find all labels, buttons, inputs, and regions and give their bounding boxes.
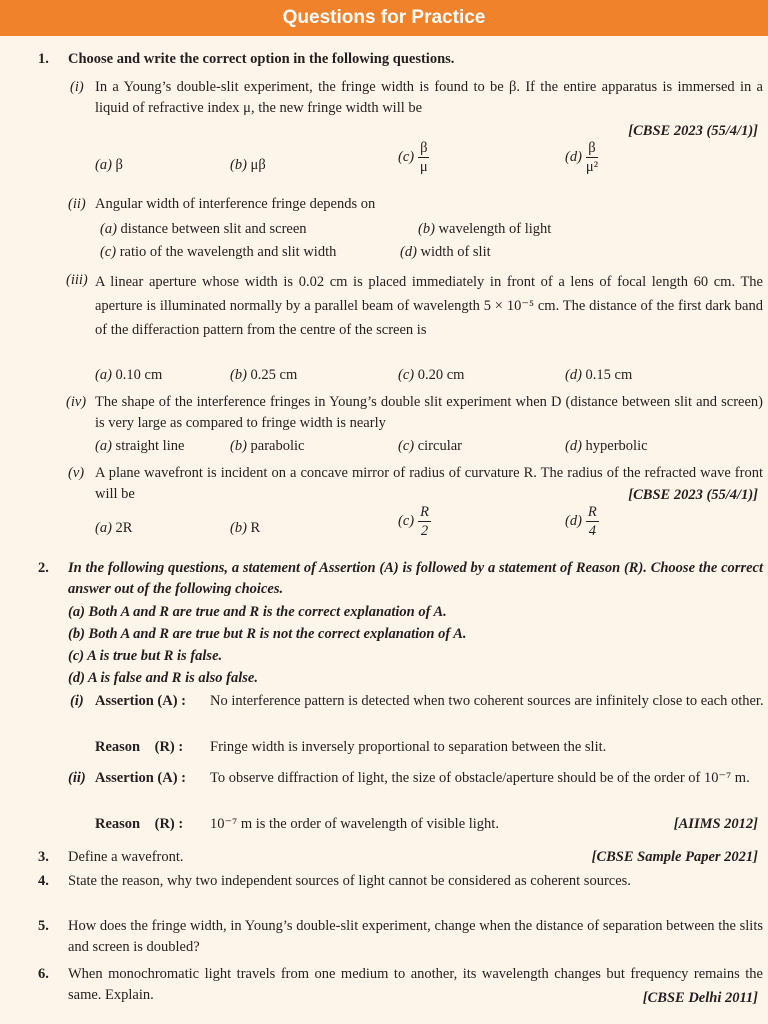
option-d: (d) hyperbolic <box>565 438 648 454</box>
option-b: (b) μβ <box>230 157 266 173</box>
assertion-label: Assertion (A) : <box>95 770 187 786</box>
option-a: (a) 0.10 cm <box>95 367 163 383</box>
question-number: 6. <box>38 966 49 982</box>
option-c: (c) ratio of the wavelength and slit width <box>100 244 337 260</box>
option-b: (b) 0.25 cm <box>230 367 298 383</box>
subq-text: A linear aperture whose width is 0.02 cm is placed immediately in front of a lens of focal length 60 cm. The aperture is illuminated normally by a parallel beam of wavelength 5 × 10⁻⁵ cm. The distance of the first dark band of the differaction pattern from the centre of the screen is <box>95 274 763 338</box>
source-reference: [CBSE 2023 (55/4/1)] <box>628 123 758 139</box>
question-number: 1. <box>38 51 49 67</box>
assertion-choice: (a) Both A and R are true and R is the correct explanation of A. <box>68 604 447 620</box>
source-reference: [AIIMS 2012] <box>673 816 758 832</box>
source-reference: [CBSE Sample Paper 2021] <box>591 849 758 865</box>
subq-label: (i) <box>70 693 84 709</box>
question-text: Define a wavefront. <box>68 849 184 865</box>
reason-label: Reason (R) : <box>95 816 184 832</box>
reason-text: 10⁻⁷ m is the order of wavelength of visible light. <box>210 816 499 832</box>
option-a: (a) β <box>95 157 123 173</box>
assertion-label: Assertion (A) : <box>95 693 187 709</box>
question-text: In the following questions, a statement of Assertion (A) is followed by a statement of Reason (R). Choose the correct answer out of the following choices. <box>68 560 763 597</box>
question-number: 3. <box>38 849 49 865</box>
option-c: (c) $\frac{R}{2}$ <box>398 504 429 539</box>
page-title: Questions for Practice <box>0 0 768 36</box>
question-text: When monochromatic light travels from one medium to another, its wavelength changes but frequency remains the same. Explain. <box>68 966 763 1003</box>
question-text: How does the fringe width, in Young’s double-slit experiment, change when the distance of separation between the slits and screen is doubled? <box>68 918 763 955</box>
question-number: 5. <box>38 918 49 934</box>
option-b: (b) parabolic <box>230 438 305 454</box>
assertion-text: No interference pattern is detected when two coherent sources are infinitely close to each other. <box>210 693 764 709</box>
subq-text: Angular width of interference fringe depends on <box>95 196 376 212</box>
reason-text: Fringe width is inversely proportional to separation between the slit. <box>210 739 607 755</box>
source-reference: [CBSE Delhi 2011] <box>642 990 758 1006</box>
question-number: 4. <box>38 873 49 889</box>
option-d: (d) $\frac{\beta}{\text{μ²}}$ <box>565 140 599 175</box>
subq-text: A plane wavefront is incident on a concave mirror of radius of curvature R. The radius of the refracted wave front will be <box>95 465 763 502</box>
assertion-text: To observe diffraction of light, the size of obstacle/aperture should be of the order of 10⁻⁷ m. <box>210 770 750 786</box>
option-b: (b) R <box>230 520 261 536</box>
subq-text: In a Young’s double-slit experiment, the fringe width is found to be β. If the entire apparatus is immersed in a liquid of refractive index μ, the new fringe width will be <box>95 79 763 116</box>
subq-label: (ii) <box>68 196 86 212</box>
option-c: (c) $\frac{\beta}{\mu}$ <box>398 140 428 175</box>
subq-label: (i) <box>70 79 84 95</box>
assertion-choice: (d) A is false and R is also false. <box>68 670 258 686</box>
assertion-choice: (b) Both A and R are true but R is not the correct explanation of A. <box>68 626 467 642</box>
question-number: 2. <box>38 560 49 576</box>
question-text: Choose and write the correct option in the following questions. <box>68 51 455 67</box>
option-b: (b) wavelength of light <box>418 221 552 237</box>
option-a: (a) 2R <box>95 520 133 536</box>
reason-label: Reason (R) : <box>95 739 184 755</box>
option-d: (d) $\frac{R}{4}$ <box>565 504 597 539</box>
subq-text: The shape of the interference fringes in Young’s double slit experiment when D (distance between slit and screen) is very large as compared to fringe width is nearly <box>95 394 763 431</box>
option-c: (c) 0.20 cm <box>398 367 465 383</box>
option-d: (d) width of slit <box>400 244 491 260</box>
option-c: (c) circular <box>398 438 462 454</box>
question-text: State the reason, why two independent sources of light cannot be considered as coherent sources. <box>68 873 631 889</box>
assertion-choice: (c) A is true but R is false. <box>68 648 223 664</box>
subq-label: (iv) <box>66 394 87 410</box>
source-reference: [CBSE 2023 (55/4/1)] <box>628 487 758 503</box>
option-d: (d) 0.15 cm <box>565 367 633 383</box>
subq-label: (v) <box>68 465 85 481</box>
option-a: (a) straight line <box>95 438 185 454</box>
option-a: (a) distance between slit and screen <box>100 221 307 237</box>
subq-label: (ii) <box>68 770 86 786</box>
subq-label: (iii) <box>66 272 88 288</box>
